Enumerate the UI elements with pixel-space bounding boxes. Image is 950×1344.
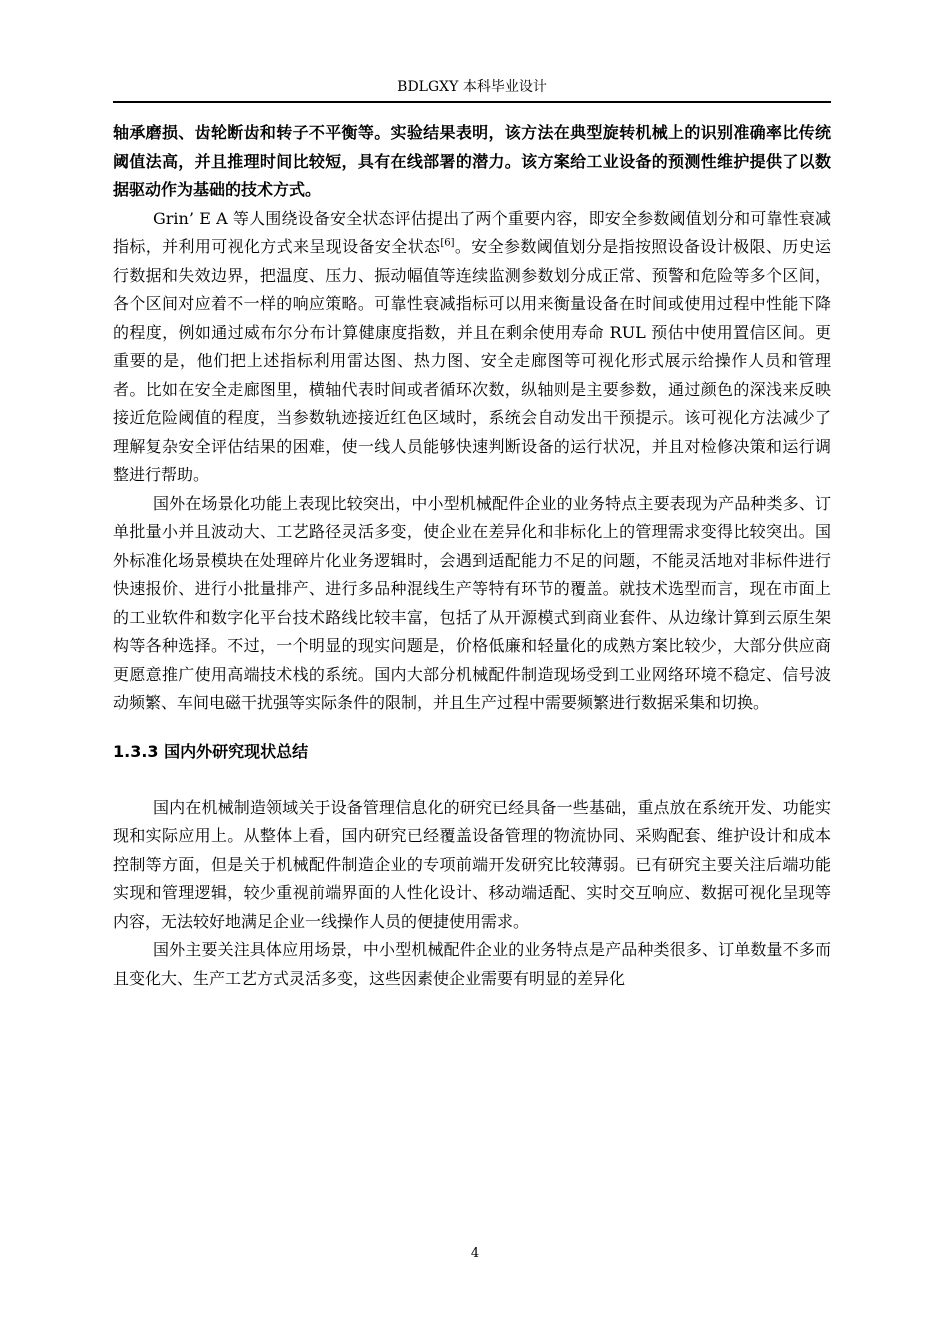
paragraph-3: 国外在场景化功能上表现比较突出，中小型机械配件企业的业务特点主要表现为产品种类多、订单批量小并且波动大、工艺路径灵活多变，使企业在差异化和非标化上的管理需求变得比较突出。国外标准化场景模块在处理碎片化业务逻辑时，会遇到适配能力不足的问题，不能灵活地对非标件进行快速报价、进行小批量排产、进行多品种混线生产等特有环节的覆盖。就技术选型而言，现在市面上的工业软件和数字化平台技术路线比较丰富，包括了从开源模式到商业套件、从边缘计算到云原生架构等各种选择。不过，一个明显的现实问题是，价格低廉和轻量化的成熟方案比较少，大部分供应商更愿意推广使用高端技术栈的系统。国内大部分机械配件制造现场受到工业网络环境不稳定、信号波动频繁、车间电磁干扰强等实际条件的限制，并且生产过程中需要频繁进行数据采集和切换。 (113, 493, 831, 712)
page-header: BDLGXY 本科毕业设计 (397, 79, 547, 95)
section-heading: 1.3.3 国内外研究现状总结 (113, 741, 309, 761)
paragraph-5: 国外主要关注具体应用场景，中小型机械配件企业的业务特点是产品种类很多、订单数量不多而且变化大、生产工艺方式灵活多变，这些因素使企业需要有明显的差异化 (113, 940, 831, 988)
paragraph-1: 轴承磨损、齿轮断齿和转子不平衡等。实验结果表明，该方法在典型旋转机械上的识别准确率比传统阈值法高，并且推理时间比较短，具有在线部署的潜力。该方案给工业设备的预测性维护提供了以数据驱动作为基础的技术方式。 (113, 123, 831, 199)
page-number: 4 (470, 1246, 480, 1261)
citation-6: [6] (440, 237, 455, 249)
page-body (113, 119, 831, 993)
paragraph-2 (113, 205, 831, 490)
paragraph-2-part-b: 。安全参数阈值划分是指按照设备设计极限、历史运行数据和失效边界，把温度、压力、振动幅值等连续监测参数划分成正常、预警和危险等多个区间，各个区间对应着不一样的响应策略。可靠性衰减指标可以用来衡量设备在时间或使用过程中性能下降的程度，例如通过威布尔分布计算健康度指数，并且在剩余使用寿命 RUL 预估中使用置信区间。更重要的是，他们把上述指标利用雷达图、热力图、安全走廊图等可视化形式展示给操作人员和管理者。比如在安全走廊图里，横轴代表时间或者循环次数，纵轴则是主要参数，通过颜色的深浅来反映接近危险阈值的程度，当参数轨迹接近红色区域时，系统会自动发出干预提示。该可视化方法减少了理解复杂安全评估结果的困难，使一线人员能够快速判断设备的运行状况，并且对检修决策和运行调整进行帮助。 (113, 237, 831, 484)
paragraph-2-part-a: Grin’ E A 等人围绕设备安全状态评估提出了两个重要内容，即安全参数阈值划分和可靠性衰减指标，并利用可视化方式来呈现设备安全状态 (113, 208, 831, 256)
header-divider (113, 101, 831, 103)
paragraph-4: 国内在机械制造领域关于设备管理信息化的研究已经具备一些基础，重点放在系统开发、功能实现和实际应用上。从整体上看，国内研究已经覆盖设备管理的物流协同、采购配套、维护设计和成本控制等方面，但是关于机械配件制造企业的专项前端开发研究比较薄弱。已有研究主要关注后端功能实现和管理逻辑，较少重视前端界面的人性化设计、移动端适配、实时交互响应、数据可视化呈现等内容，无法较好地满足企业一线操作人员的便捷使用需求。 (113, 797, 831, 931)
